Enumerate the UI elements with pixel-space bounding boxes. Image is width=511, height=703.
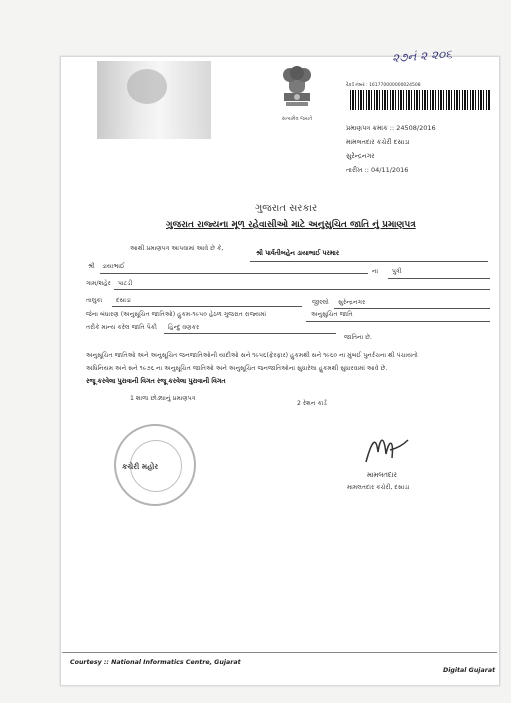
- issuing-office: મામલતદાર કચેરી દસાડા: [346, 138, 410, 146]
- village-label: ગામ/શહેર: [86, 280, 111, 287]
- taluka: દસાડા: [116, 297, 131, 304]
- applicant-photo: [97, 61, 211, 139]
- footer-brand: Digital Gujarat: [443, 667, 496, 674]
- underline: [334, 308, 490, 309]
- legal-paragraph-2: અધિનિયમ અને સને ૧૯૭૬ ના અનુસૂચિત જાતિઓ અને અનુસૂચિત જનજાતિઓના સુધારેલા હુકમથી સુધારવામાં આવે છે.: [86, 365, 388, 372]
- header-district: સુરેન્દ્રનગર: [346, 152, 375, 160]
- signatory-title: મામલતદાર: [367, 471, 397, 479]
- certify-label: આથી પ્રમાણપત્ર આપવામાં આવે છે કે,: [130, 245, 224, 252]
- shri-label: શ્રી: [88, 263, 95, 270]
- taluka-label: તાલુકા: [86, 297, 103, 304]
- underline: [388, 278, 490, 279]
- signature-mark: [362, 430, 412, 470]
- caste-clause: જેના બંધારણ (અનુસૂચિત જાતિઓ) હુકમ-૧૯૫૦ હેઠળ ગુજરાત રાજ્યમાં: [86, 311, 267, 318]
- certificate-number: પ્રમાણપત્ર ક્રમાંક :: 24508/2016: [346, 124, 436, 132]
- underline: [114, 289, 490, 290]
- stamp-text: કચેરી મહોર: [122, 462, 159, 471]
- recognised-label: તરીકે માન્ય કરેલ જાતિ પૈકી: [86, 324, 157, 331]
- barcode: [350, 90, 490, 110]
- relation-suffix: ના: [372, 268, 379, 275]
- evidence-item-1: 1 શાળા છોડ્યાનું પ્રમાણપત્ર: [130, 395, 196, 402]
- signatory-office: મામલતદાર કચેરી, દસાડા: [347, 484, 410, 491]
- footer-courtesy: Courtesy :: National Informatics Centre, Gujarat: [70, 659, 241, 666]
- legal-paragraph-1: અનુસૂચિત જાતિઓ અને અનુસૂચિત જનજાતિઓની યાદીઓ સને ૧૯૫૬(ફેરફાર) હુકમથી સને ૧૯૬૦ ના મુંબઈ પુનર્રચના થી પંચાયતો: [86, 352, 418, 359]
- issue-date: તારીખ :: 04/11/2016: [346, 166, 409, 174]
- government-title: ગુજરાત સરકાર: [255, 203, 318, 214]
- underline: [100, 273, 368, 274]
- footer-divider: [62, 652, 497, 653]
- underline: [112, 306, 302, 307]
- caste-suffix: જાતિના છે.: [344, 334, 372, 341]
- underline: [250, 261, 488, 262]
- certificate-title: ગુજરાત રાજ્યના મૂળ રહેવાસીઓ માટે અનુસુચિત જાતિ નું પ્રમાણપત્ર: [166, 220, 416, 230]
- evidence-heading: રજૂ કરવેલા પુરાવાની વિગત રજૂ કરવેલા પુરાવાની વિગત: [86, 378, 226, 385]
- barcode-label: રેકર્ડ નંબર : 161770000000024508: [346, 83, 421, 88]
- national-emblem-icon: [274, 65, 320, 127]
- district-label: જીલ્લો: [312, 299, 329, 306]
- applicant-name: શ્રી પાર્વતીબહેન ડાયાભાઈ પરમાર: [256, 250, 339, 257]
- underline: [164, 333, 336, 334]
- caste: હિન્દુ વણકર: [168, 324, 200, 331]
- category: અનુસુચિત જાતિ: [311, 311, 353, 318]
- svg-text:સત્યમેવ જયતે: સત્યમેવ જયતે: [281, 116, 313, 122]
- district: સુરેન્દ્રનગર: [338, 299, 366, 306]
- underline: [306, 321, 490, 322]
- handwritten-corner-mark: ૨૭નં ૨ ૨૦૬: [391, 46, 453, 66]
- evidence-item-2: 2 રેશન કાર્ડ: [297, 400, 327, 407]
- village: પાટડી: [118, 280, 133, 287]
- father-name: ડાયાભાઈ: [102, 263, 125, 270]
- relation: પુત્રી: [392, 268, 402, 275]
